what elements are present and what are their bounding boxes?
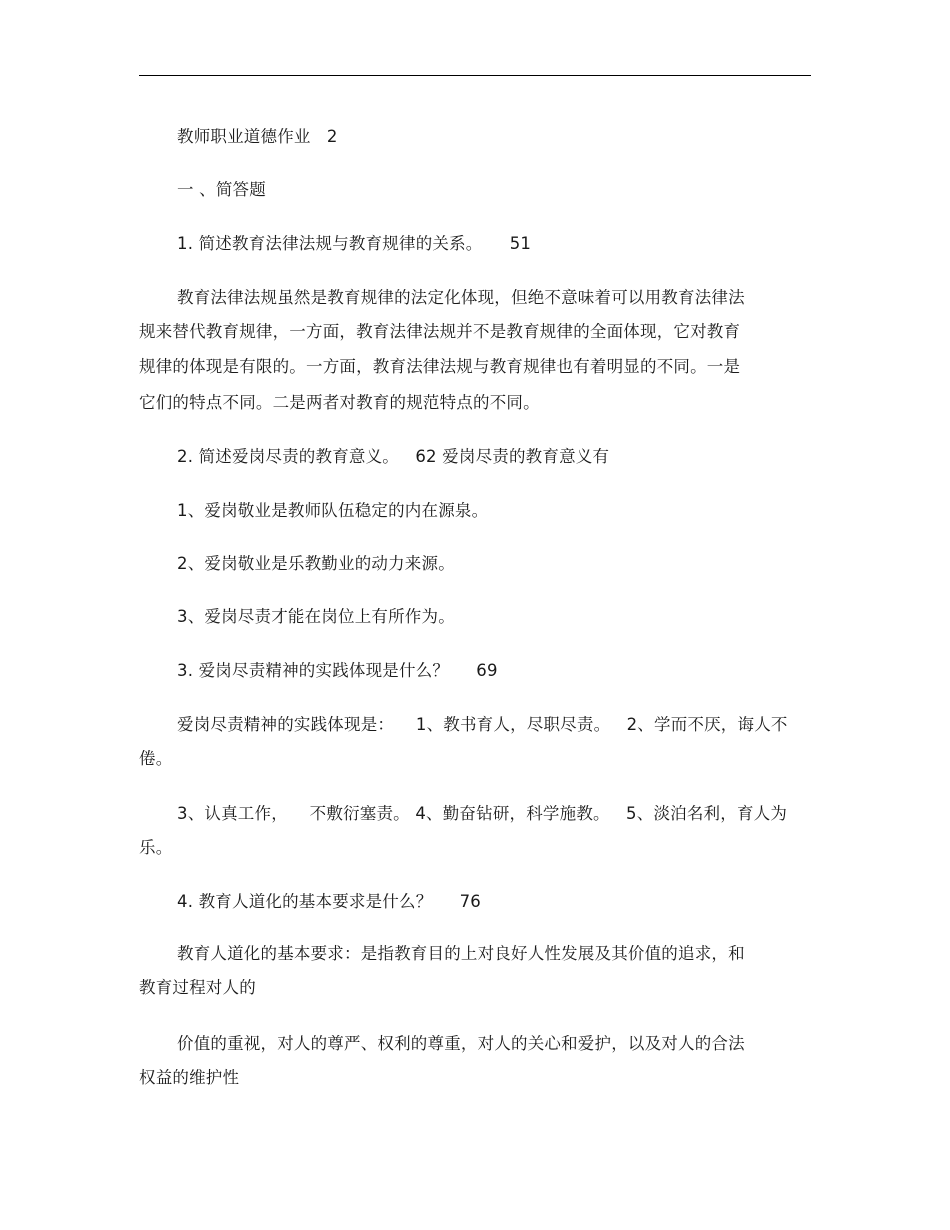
question-2: 2. 简述爱岗尽责的教育意义。 62 爱岗尽责的教育意义有 — [177, 447, 610, 466]
answer-1-line-1: 教育法律法规虽然是教育规律的法定化体现，但绝不意味着可以用教育法律法 — [177, 288, 745, 307]
question-3: 3. 爱岗尽责精神的实践体现是什么？ 69 — [177, 661, 498, 680]
header-rule — [139, 75, 811, 76]
document-title: 教师职业道德作业 2 — [177, 127, 338, 146]
answer-1-line-3: 规律的体现是有限的。一方面，教育法律法规与教育规律也有着明显的不同。一是 — [139, 357, 741, 376]
answer-4-line-4: 权益的维护性 — [139, 1068, 240, 1087]
question-4: 4. 教育人道化的基本要求是什么？ 76 — [177, 892, 482, 911]
answer-3-line-4: 乐。 — [139, 838, 173, 857]
answer-2-item-3: 3、爱岗尽责才能在岗位上有所作为。 — [177, 607, 455, 626]
answer-1-line-2: 规来替代教育规律，一方面，教育法律法规并不是教育规律的全面体现，它对教育 — [139, 322, 741, 341]
answer-2-item-2: 2、爱岗敬业是乐教勤业的动力来源。 — [177, 554, 455, 573]
answer-4-line-1: 教育人道化的基本要求：是指教育目的上对良好人性发展及其价值的追求，和 — [177, 944, 745, 963]
answer-1-line-4: 它们的特点不同。二是两者对教育的规范特点的不同。 — [139, 393, 540, 412]
answer-3-line-3: 3、认真工作， 不敷衍塞责。 4、勤奋钻研，科学施教。 5、淡泊名利，育人为 — [177, 804, 788, 823]
section-heading: 一 、简答题 — [177, 180, 266, 199]
answer-3-line-1: 爱岗尽责精神的实践体现是： 1、教书育人，尽职尽责。 2、学而不厌，诲人不 — [177, 715, 788, 734]
answer-2-item-1: 1、爱岗敬业是教师队伍稳定的内在源泉。 — [177, 501, 489, 520]
answer-4-line-3: 价值的重视，对人的尊严、权利的尊重，对人的关心和爱护，以及对人的合法 — [177, 1034, 745, 1053]
question-1: 1. 简述教育法律法规与教育规律的关系。 51 — [177, 234, 532, 253]
answer-3-line-2: 倦。 — [139, 749, 173, 768]
answer-4-line-2: 教育过程对人的 — [139, 978, 256, 997]
